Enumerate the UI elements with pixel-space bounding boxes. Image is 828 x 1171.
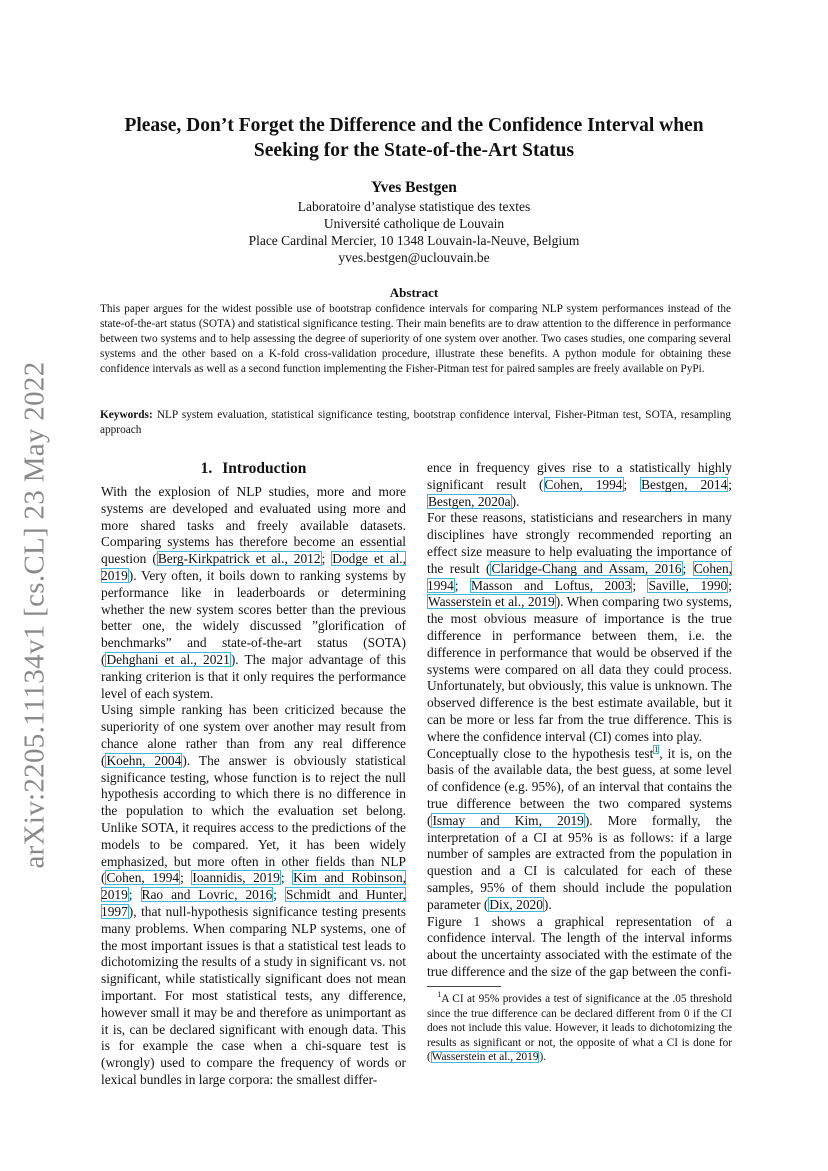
citation-link[interactable]: Rao and Lovric, 2016 [141, 887, 273, 903]
text-run: Figure 1 shows a graphical representation of a confidence interval. The length of the interval informs about the uncertainty associated with the estimate of the true difference and the size of the gap between the confi- [427, 913, 732, 979]
section-heading [101, 460, 406, 478]
citation-link[interactable]: Saville, 1990 [648, 577, 728, 593]
left-column [101, 460, 406, 1089]
text-run: Using simple ranking has been criticized because the superiority of one system over another may result from chance alone rather than from any real difference ( [101, 702, 406, 768]
text-run: ; [273, 887, 285, 903]
text-run: ). [543, 896, 552, 912]
text-run: ). Very often, it boils down to ranking systems by performance like in leaderboards or determining whether the new system scores better than the previous better one, the widely discussed ”glorification of benchmarks” and state-of-the-art status (SOTA) ( [101, 567, 406, 667]
paper-title [100, 113, 728, 163]
citation-link[interactable]: Dodge et al., 2019 [101, 551, 406, 583]
paragraph [427, 510, 732, 745]
text-run: ). The answer is obviously statistical significance testing, whose function is to reject the null hypothesis according to which there is no difference in the population to which the evaluation set belong. Unlike SOTA, it requires access to the predictions of the models to be compared. Yet, it has been widely emphasized, but more often in other fields than NLP ( [101, 752, 406, 886]
arxiv-stamp-text: arXiv:2205.11134v1 [cs.CL] 23 May 2022 [18, 361, 51, 869]
text-run: ; [128, 887, 141, 903]
footnote [427, 992, 732, 1065]
citation-link[interactable]: Schmidt and Hunter, 1997 [101, 887, 406, 919]
citation-link[interactable]: Cohen, 1994 [106, 870, 180, 886]
arxiv-stamp [14, 355, 56, 875]
text-run: ; [632, 577, 648, 593]
text-run: ). [511, 493, 520, 509]
citation-link[interactable]: Dehghani et al., 2021 [106, 651, 230, 667]
keywords-label: Keywords: [100, 409, 153, 421]
text-run: A CI at 95% provides a test of significance at the .05 threshold since the true difference can be declared different from 0 if the CI does not include this value. However, it leads to dichotomizing the results as significant or not, the opposite of what a CI is done for ( [427, 993, 732, 1064]
citation-link[interactable]: Berg-Kirkpatrick et al., 2012 [157, 551, 321, 567]
citation-link[interactable]: Koehn, 2004 [106, 752, 182, 768]
text-run: , it is, on the basis of the available data, the best guess, at some level of confidence (e.g. 95%), of an interval that contains the true difference between the two compared systems ( [427, 745, 732, 828]
text-run: Conceptually close to the hypothesis test [427, 745, 654, 761]
text-run: ; [321, 551, 332, 567]
citation-link[interactable]: Wasserstein et al., 2019 [428, 594, 555, 610]
author-name: Yves Bestgen [371, 179, 457, 196]
author-address: Place Cardinal Mercier, 10 1348 Louvain-la-Neuve, Belgium [248, 233, 580, 248]
keywords [100, 408, 731, 438]
text-run: For these reasons, statisticians and researchers in many disciplines have strongly recommended reporting an effect size measure to help evaluating the importance of the result ( [427, 510, 732, 576]
text-run: ; [728, 476, 732, 492]
text-run: ). When comparing two systems, the most obvious measure of importance is the true difference in performance between them, i.e. the difference in performance that would be observed if the systems were compared on all data they could process. Unfortunately, but obviously, this value is unknown. The observed difference is the best estimate available, but it can be more or less far from the true difference. This is where the confidence interval (CI) comes into play. [427, 594, 732, 744]
paragraph [101, 484, 406, 702]
paragraph [427, 914, 732, 981]
abstract-heading: Abstract [389, 285, 439, 300]
citation-link[interactable]: Masson and Loftus, 2003 [470, 577, 632, 593]
text-run: With the explosion of NLP studies, more and more systems are developed and evaluated using more and more shared tasks and freely available datasets. Comparing systems has therefore become an essential question ( [101, 484, 406, 567]
citation-link[interactable]: Kim and Robinson, 2019 [101, 870, 407, 903]
text-run: ; [728, 577, 732, 593]
citation-link[interactable]: Claridge-Chang and Assam, 2016 [491, 560, 682, 576]
title-line-2: Seeking for the State-of-the-Art Status [253, 140, 575, 161]
author-email: yves.bestgen@uclouvain.be [338, 250, 490, 265]
section-number: 1. [200, 460, 213, 477]
text-run: ; [623, 476, 641, 492]
author-block [100, 178, 728, 266]
citation-link[interactable]: Ioannidis, 2019 [192, 870, 280, 886]
text-run: ; [682, 560, 693, 576]
paragraph [427, 460, 732, 510]
text-run: ). More formally, the interpretation of a CI at 95% is as follows: if a large number of samples are extracted from the population in question and a CI is calculated for each of these samples, 95% of them should include the population parameter ( [427, 812, 732, 912]
text-run: ), that null-hypothesis significance testing presents many problems. When comparing NLP systems, one of the most important issues is that a statistical test leads to dichotomizing the results of a study in significant vs. not significant, while statistically significant does not mean important. For most statistical tests, any difference, however small it may be and therefore as unimportant as it is, can be declared significant with enough data. This is for example the case when a chi-square test is (wrongly) used to compare the frequency of words or lexical bundles in large corpora: the smallest differ- [101, 903, 406, 1087]
keywords-text: NLP system evaluation, statistical significance testing, bootstrap confidence interval, Fisher-Pitman test, SOTA, resampling approach [100, 409, 731, 437]
title-line-1: Please, Don’t Forget the Difference and the Confidence Interval when [124, 115, 704, 136]
text-run: ; [280, 870, 293, 886]
text-run: ). The major advantage of this ranking criterion is that it only requires the performance level of each system. [101, 651, 406, 701]
footnote-marker-link[interactable]: 1 [654, 745, 659, 755]
citation-link[interactable]: Cohen, 1994 [427, 560, 732, 593]
section-title: Introduction [222, 460, 307, 477]
author-affiliation-2: Université catholique de Louvain [323, 216, 505, 231]
citation-link[interactable]: Bestgen, 2014 [641, 476, 728, 492]
right-column [427, 460, 732, 981]
author-affiliation-1: Laboratoire d’analyse statistique des textes [297, 199, 531, 214]
text-run: ; [180, 870, 192, 886]
citation-link[interactable]: Ismay and Kim, 2019 [432, 812, 584, 828]
abstract-text: This paper argues for the widest possible use of bootstrap confidence intervals for comparing NLP system performances instead of the state-of-the-art status (SOTA) and statistical significance testing. Their main benefits are to draw attention to the difference in performance between two systems and to help assessing the degree of superiority of one system over another. Two cases studies, one comparing several systems and the other based on a K-fold cross-validation procedure, illustrate these benefits. A python module for obtaining these confidence intervals as well as a second function implementing the Fisher-Pitman test for paired samples are freely available on PyPi. [100, 303, 731, 376]
footnote-divider [427, 986, 501, 987]
citation-link[interactable]: Cohen, 1994 [544, 476, 623, 492]
text-run: ence in frequency gives rise to a statistically highly significant result ( [427, 460, 732, 492]
paragraph [427, 746, 732, 914]
text-run: ; [454, 577, 470, 593]
text-run: ). [539, 1051, 547, 1064]
footnote-number: 1 [437, 990, 442, 1000]
citation-link[interactable]: Wasserstein et al., 2019 [431, 1051, 539, 1064]
citation-link[interactable]: Bestgen, 2020a [428, 493, 511, 509]
citation-link[interactable]: Dix, 2020 [489, 896, 543, 912]
paragraph [101, 702, 406, 1088]
